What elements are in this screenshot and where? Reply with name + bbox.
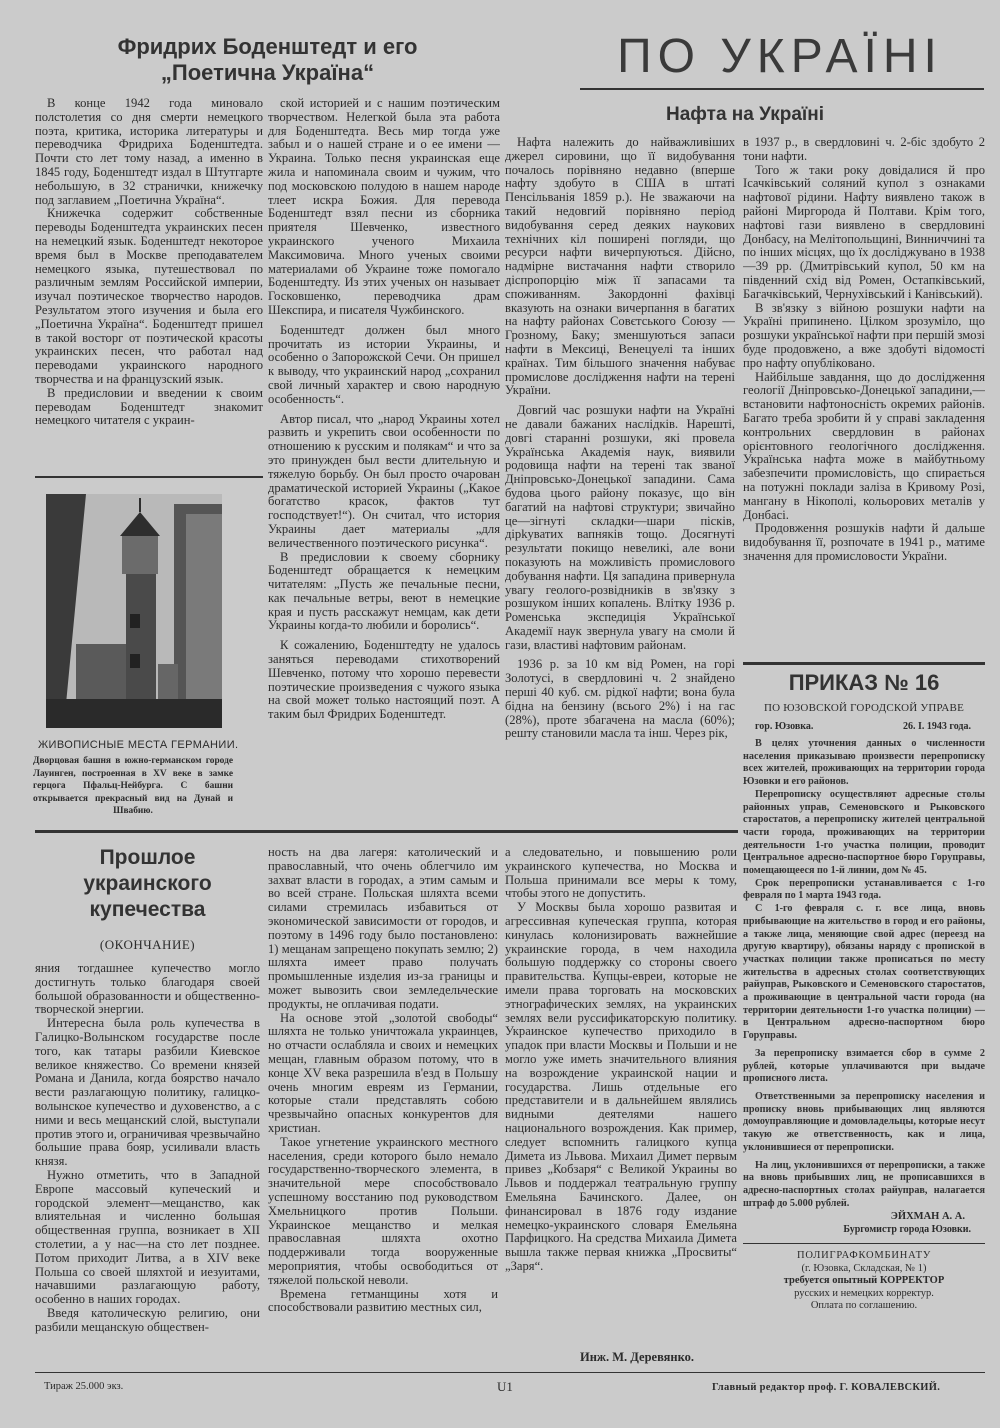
divider bbox=[35, 476, 263, 478]
paragraph: У Москвы была хорошо развитая и агрессивная купеческая группа, которая кинулась колонизировать важнейшие украинские города, в чем находила большую поддержку со стороны своего правительства. Купцы-евреи, которые не имели права торговать на московских этнографических землях, на украинских землях вели руссификаторскую политику. Украинское купечество приходило в упадок при власти Москвы и Польши и не могло уже иметь значительного влияния на возрождение украинской нации и государства. Лишь отдельные его представители и в дальнейшем являлись видными деятелями нашего национального возрождения. Как пример, следует вспомнить галицкого купца Димета из Львова. Михаил Димет первым привез „Кобзаря“ с Великой Украины во Львов и поддержал театральную группу Емельяна Бачинского. Далее, он финансировал в 1876 году издание немецко-украинского словаря Емельяна Парфицкого. На средства Михаила Димета вышла также первая книжка „Просвиты“ „Заря“. bbox=[505, 900, 737, 1273]
paragraph: На лиц, уклонившихся от перепрописки, а также на вновь прибывших лиц, не прописавшихся в адресно-паспортных столах райуправ, налагается штраф до 5.000 рублей. bbox=[743, 1159, 985, 1209]
bodenstedt-col2 bbox=[268, 97, 500, 823]
paragraph: В зв'язку з війною розшуки нафти на Україні припинено. Цілком зрозуміло, що розшуки української нафти при першій змозі буде продовжено, а вже здобуті відомості про нафту опубліковано. bbox=[743, 300, 985, 370]
paragraph: ность на два лагеря: католический и православный, что очень облегчило им захват власти в городах, а этим самым и во всей стране. Польская шляхта всеми силами стремилась избавиться от экономической зависимости от городов, и поэтому в 1496 году было постановлено: 1) мещанам запрещено покупать землю; 2) шляхта имеет право получать промышленные изделия из-за границы и может вывозить свои земледельческие продукты, не оплачивая подати. bbox=[268, 846, 498, 1011]
advert-line3: требуется опытный КОРРЕКТОР bbox=[783, 1275, 945, 1287]
bodenstedt-col1 bbox=[35, 97, 263, 461]
order-signer-title: Бургомистр города Юзовки. bbox=[843, 1224, 971, 1236]
paragraph: Того ж таки року довідалися й про Ісачківський соляний купол з ознаками нафтової рідини. Нафту виявлено також в районі Миргорода й Полтави. Крім того, нафтові гази виявлено в свердловині Донбасу, на Мелітопольщині, Винниччині та по інших місцях, що їх досліджувано в 1938—39 рр. (Дмитрівський купол, 50 км на південний схід від Ромен, Остапківський, Багачківський, Чернухівський і Канівський). bbox=[743, 162, 985, 301]
merchants-title-line2: украинского bbox=[83, 872, 212, 895]
paragraph: 1936 р. за 10 км від Ромен, на горі Золотусі, в свердловині ч. 2 знайдено перші 40 куб. см. рідкої нафти; вона була бідна на бензину (всього 2%) і на гас (28%), проте збагачена на масла (60%); решту становили масла та інш. Через рік, bbox=[505, 657, 735, 741]
circulation: Тираж 25.000 экз. bbox=[44, 1381, 124, 1392]
paragraph: Нафта належить до найважливіших джерел сировини, що її видобування почалось порівняно недавно (вперше нафту здобуто в США в штаті Пенсільванія 1859 р.). Не зважаючи на такий недовгий порівняно період видобування серед деяких наукових технічних кіл поширені погляди, що ресурси нафти вичерпуються. Дійсно, надмірне вистачання нафти створило діспропорцію між її запасами та споживанням. Закордонні фахівці вказують на ознаки вичерпання в багатих на нафту районах Совєтського Союзу — Грозному, Баку; зменшуються запаси нафти в Мексиці, Венецуелі та інших країнах. Тим більшого значення набуває промислове дослідження нафти на терені України. bbox=[505, 136, 735, 398]
paragraph: Автор писал, что „народ Украины хотел развить и укрепить свои особенности по отношению к русским и полякам“ и что за это принужден был вести длительную и тяжелую борьбу. Он был просто очарован драматической историей Украины („Какое богатство красок, фактов тут господствует!“). Он считал, что история Украины дает материалы „для величественного поэтического рисунка“. bbox=[268, 411, 500, 550]
paragraph: В конце 1942 года миновало полстолетия со дня смерти немецкого поэта, критика, историка литературы и переводчика Фридриха Боденштедта. Почти сто лет тому назад, а именно в 1845 году, Боденштедт издал в Штутгарте небольшую, в 32 странички, книжечку под заглавием „Поетична Україна“. bbox=[35, 97, 263, 207]
merchants-title-line3: купечества bbox=[89, 898, 206, 921]
order-date: 26. I. 1943 года. bbox=[903, 721, 971, 732]
advert-line5: Оплата по соглашению. bbox=[810, 1300, 918, 1312]
section-header-rule bbox=[580, 88, 984, 90]
bodenstedt-title-line1: Фридрих Боденштедт и его bbox=[117, 34, 418, 59]
footer-rule bbox=[35, 1372, 985, 1373]
paragraph: Перепрописку осуществляют адресные столы районных управ, Семеновского и Рыковского старостатов, а перепрописку жителей центральной части города, проживающих на территории деятельности 1-го участка полиции, проводит Центральное адресно-паспортное бюро Горуправы, помещающееся по 1-й линии, дом № 45. bbox=[743, 788, 985, 877]
advert-line4: русских и немецких корректур. bbox=[794, 1287, 934, 1299]
order-block bbox=[743, 670, 985, 1313]
section-header: ПО УКРАЇНІ bbox=[617, 30, 943, 83]
order-body bbox=[743, 738, 985, 1210]
paragraph: в 1937 р., в свердловині ч. 2-біс здобуто 2 тони нафти. bbox=[743, 136, 985, 163]
editor: Главный редактор проф. Г. КОВАЛЕВСКИЙ. bbox=[712, 1382, 941, 1393]
order-subtitle: ПО ЮЗОВСКОЙ ГОРОДСКОЙ УПРАВЕ bbox=[763, 702, 965, 714]
order-place-date bbox=[743, 721, 985, 733]
merchants-title-line1: Прошлое bbox=[99, 846, 196, 869]
paragraph: Времена гетманщины хотя и способствовали развитию местных сил, bbox=[268, 1286, 498, 1315]
merchants-subtitle: (ОКОНЧАНИЕ) bbox=[99, 937, 196, 952]
merchants-col1 bbox=[35, 962, 260, 1368]
paragraph: Ответственными за перепрописку населения и прописку вновь прибывающих лиц являются домоуправляющие и домовладельцы, которые несут такую же ответственность, как и лица, уклонившиеся от перепрописки. bbox=[743, 1090, 985, 1153]
paragraph: С 1-го февраля с. г. все лица, вновь прибывающие на жительство в город и его районы, а также лица, меняющие свой адрес (переезд на другую квартиру), обязаны наряду с пропиской в участках полиции также прописаться по месту жительства в адресных столах соответствующих райуправ, Рыковского и Семеновского старостатов, а проживающие в центральной части города (на территории деятельности 1-го участка полиции) — в Центральном адресно-паспортном бюро Горуправы. bbox=[743, 903, 985, 1042]
paragraph: Найбільше завдання, що до дослідження геології Дніпровсько-Донецької западини,—встановити нафтоносність окремих районів. Багато треба зробити й у справі закладення контрольних свердловин в районах орієнтовного геологічного дослідження. Українська нафта може в майбутньому забезпечити промисловість, що спирається на потужні поклади заліза в Кривому Розі, мангану в Нікополі, кольорових металів у Донбасі. bbox=[743, 369, 985, 522]
paragraph: Такое угнетение украинского местного населения, среди которого было немало государственно-творческого элемента, в значительной мере способствовало успешному восстанию под руководством Хмельницкого против Польши. Украинское мещанство и мелкая православная шляхта охотно поддерживали тогда вооруженные мероприятия, чтобы освободиться от тяжелой польской неволи. bbox=[268, 1134, 498, 1287]
merchants-title bbox=[35, 845, 260, 923]
paragraph: В предисловии к своему сборнику Боденштедт обращается к немецким читателям: „Пусть же печальные песни, как печальные ветры, веют в немецкие края и пусть расскажут немцам, как дети Украины когда-то любили и боролись“. bbox=[268, 549, 500, 633]
advert bbox=[743, 1250, 985, 1313]
merchants-author: Инж. М. Деревянко. bbox=[580, 1350, 695, 1364]
paragraph: В целях уточнения данных о численности населения приказываю произвести перепрописку всех жителей, проживающих на территории города Юзовки и его районов. bbox=[743, 738, 985, 788]
paragraph: ской историей и с нашим поэтическим творчеством. Нелегкой была эта работа для Боденштедта. Весь мир тогда уже забыл и о нашей стране и о ее имени — Украина. Только песня украинская еще жила и напоминала своим и чужим, что под московскою полудою в нашем народе тлеет искра Божия. Для перевода Боденштедт взял песни из сборника приятеля Шевченко, известного украинского ученого Михаила Максимовича. Много ученых своими материалами об Украине тоже помогало Боденштедту. Из этих ученых он называет Госковшенко, переводчика драм Шекспира, и писателя Чужбинского. bbox=[268, 97, 500, 317]
photo-caption-text: Дворцовая башня в южно-германском городе Лауинген, построенная в XV веке в замке герцога Пфальц-Нейбурга. С башни открывается прекрасный вид на Дунай и Швабию. bbox=[33, 756, 233, 816]
photo-caption-title: ЖИВОПИСНЫЕ МЕСТА ГЕРМАНИИ. bbox=[38, 739, 239, 751]
paragraph: а следовательно, и повышению роли украинского купечества, но Москва и Польша принимали все меры к тому, чтобы этого не допустить. bbox=[505, 846, 737, 901]
oil-title: Нафта на Україні bbox=[665, 104, 824, 125]
paragraph: На основе этой „золотой свободы“ шляхта не только уничтожала украинцев, но отчасти ослабляла и своих и немецких мещан, главным образом потому, что в конце XV века разрешила в'езд в Польшу очень многим евреям из Германии, которые стали представлять собою чрезвычайно опасных конкурентов для христиан. bbox=[268, 1010, 498, 1135]
paragraph: В предисловии и введении к своим переводам Боденштедт знакомит немецкого читателя с украин- bbox=[35, 385, 263, 428]
paragraph: Боденштедт должен был много прочитать из истории Украины, и особенно о Запорожской Сечи. Он пришел к выводу, что украинский народ „сохранил свой личный характер и свою народную особенность“. bbox=[268, 322, 500, 406]
paragraph: яния тогдашнее купечество могло достигнуть только благодаря своей большой образованности и общественно-творческой энергии. bbox=[35, 962, 260, 1017]
advert-line1: ПОЛИГРАФКОМБИНАТУ bbox=[796, 1250, 932, 1262]
paragraph: К сожалению, Боденштедту не удалось заняться переводами стихотворений Шевченко, потому что хорошо перевести поэтические произведения с чужого языка на свой может только настоящий поэт. А таким был Фридрих Боденштедт. bbox=[268, 638, 500, 722]
divider bbox=[743, 1243, 985, 1244]
page-code: U1 bbox=[497, 1379, 513, 1394]
bodenstedt-title bbox=[35, 34, 500, 86]
order-place: гор. Юзовка. bbox=[755, 721, 814, 732]
oil-col1 bbox=[505, 136, 735, 823]
merchants-col2 bbox=[268, 846, 498, 1368]
paragraph: Продовження розшуків нафти й дальше видобування її, розпочате в 1941 р., матиме значення для промисловости України. bbox=[743, 521, 985, 563]
advert-line2: (г. Юзовка, Складская, № 1) bbox=[801, 1262, 927, 1274]
paragraph: Введя католическую религию, они разбили мещанскую обществен- bbox=[35, 1305, 260, 1334]
paragraph: Срок перепрописки устанавливается с 1-го февраля по 1 марта 1943 года. bbox=[743, 877, 985, 902]
section-divider bbox=[35, 830, 738, 833]
paragraph: Довгий час розшуки нафти на Україні не давали бажаних наслідків. Нарешті, довгі старанні розшуки, які провела Українська Академія наук, виявили родовища нафти на терені так званої Дніпровсько-Донецької западини. Сама будова цього району показує, що він багатий на нафтові структури; звичайно це—зігнуті складки—шари пісків, дірkуватих вапняків тощо. Досягнуті результати покищо невеликі, але вони показують на можливість промислового добування нафти. Ця западина привернула увагу геолого-розвідників в зв'язку з розшуком інших копалень. Влітку 1936 р. Роменська экспедиція Української Академії наук звернула увагу на смоли й гази, властиві нафтовим районам. bbox=[505, 403, 735, 652]
divider bbox=[743, 662, 985, 665]
photo-tower bbox=[46, 494, 222, 728]
tower-photo-image bbox=[46, 494, 222, 728]
paragraph: Интересна была роль купечества в Галицко-Волынском государстве после того, как татары разбили Киевское великое княжество. Со времени князей Романа и Данила, когда боярство начало вести разлагающую политику, галицко-волынское купечество и духовенство, а с ними и весь мещанский слой, выступали против этого и, ограничивая чрезвычайно большие права бояр, усиливали власть князя. bbox=[35, 1016, 260, 1169]
merchants-col3 bbox=[505, 846, 737, 1341]
bodenstedt-title-line2: „Поетична Україна“ bbox=[160, 60, 375, 85]
paragraph: Нужно отметить, что в Западной Европе массовый купеческий и городской элемент—мещанство, как влиятельная и численно большая общественная группа, возникает в XII столетии, а у нас—на сто лет позднее. Потом приходит Литва, а в XIV веке Польша со своей шляхтой и иезуитами, начавшими разлагающую работу, особенно в наших городах. bbox=[35, 1167, 260, 1307]
paragraph: За перепрописку взимается сбор в сумме 2 рублей, которые уплачиваются при выдаче прописного листа. bbox=[743, 1047, 985, 1085]
paragraph: Книжечка содержит собственные переводы Боденштедта украинских песен на немецкий язык. Боденштедт некоторое время был в Москве преподавателем немецкого языка, путешествовал по различным землям Российской империи, изучал поэтическое творчество народов. Результатом этого изучения и была его „Поетична Україна“. Боденштедт пришел в такой восторг от поэтической красоты украинских песен, что работал над переводами украинского народного творчества и на французский язык. bbox=[35, 206, 263, 386]
order-signer: ЭЙХМАН А. А. bbox=[890, 1211, 965, 1223]
order-title: ПРИКАЗ № 16 bbox=[788, 670, 940, 695]
oil-col2 bbox=[743, 136, 985, 658]
